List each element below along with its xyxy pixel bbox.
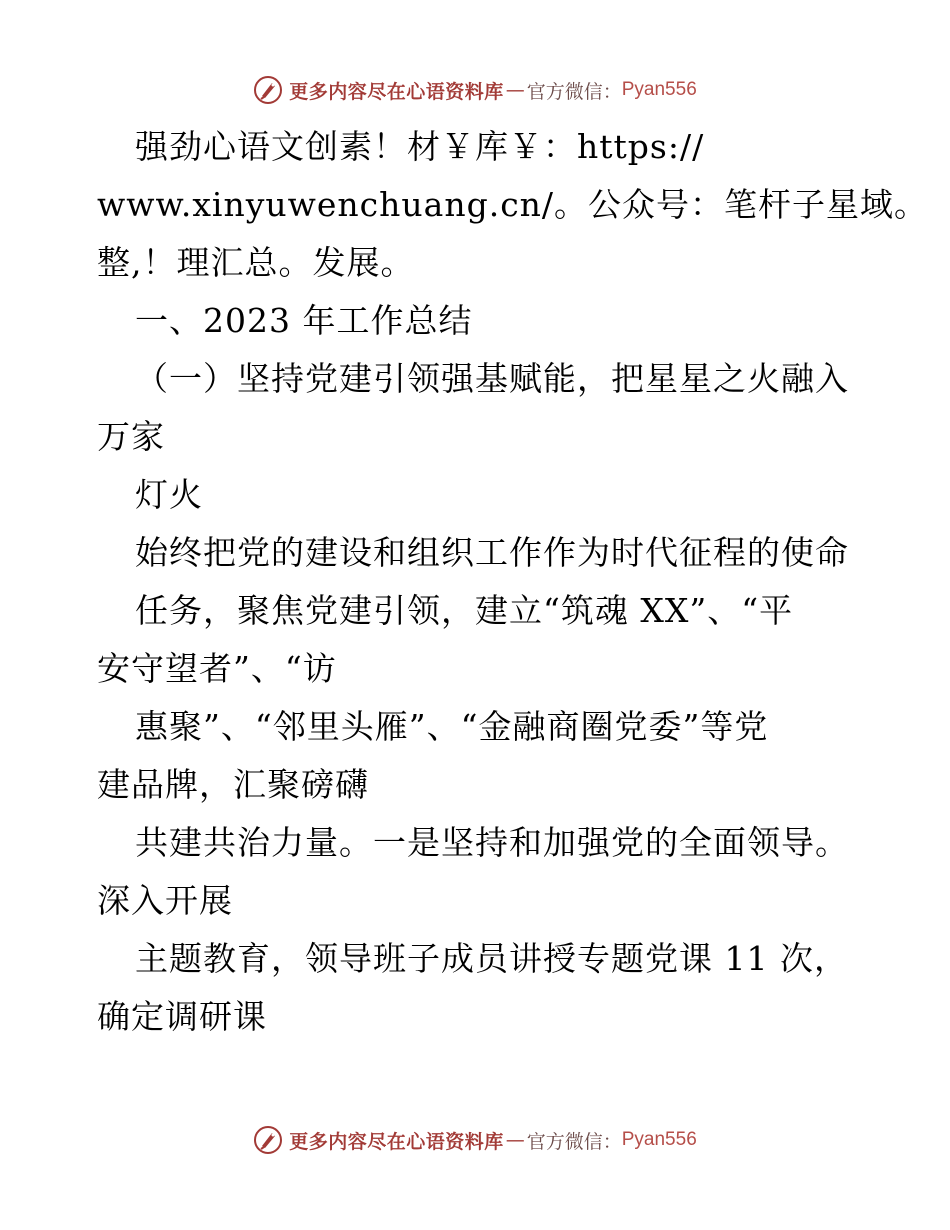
body-line: 灯火	[135, 475, 203, 514]
body-line: 始终把党的建设和组织工作作为时代征程的使命	[135, 533, 849, 572]
banner-dash: —	[505, 79, 525, 101]
banner-title: 更多内容尽在心语资料库	[289, 1130, 504, 1153]
footer-banner	[0, 1120, 950, 1160]
banner-wechat-id: Pyan556	[621, 79, 697, 100]
header-banner	[0, 70, 950, 110]
body-line: 万家	[97, 417, 165, 456]
body-line: 任务，聚焦党建引领，建立“筑魂 XX”、“平	[135, 591, 794, 630]
banner-wechat-label: 官方微信：	[526, 80, 622, 103]
banner-wechat-id: Pyan556	[621, 1129, 697, 1150]
section-heading: 一、2023 年工作总结	[135, 301, 473, 340]
pen-nib-logo-icon	[253, 1125, 283, 1155]
body-line: 确定调研课	[97, 997, 267, 1036]
body-line: 建品牌，汇聚磅礴	[97, 765, 369, 804]
body-line: 共建共治力量。一是坚持和加强党的全面领导。	[135, 823, 849, 862]
pen-nib-logo-icon	[253, 75, 283, 105]
body-line: 安守望者”、“访	[97, 649, 337, 688]
banner-title: 更多内容尽在心语资料库	[289, 80, 504, 103]
body-line: 强劲心语文创素！材￥库￥：https://	[135, 127, 705, 166]
banner-dash: —	[505, 1129, 525, 1151]
body-line: 深入开展	[97, 881, 233, 920]
body-line: www.xinyuwenchuang.cn/。公众号：笔杆子星域。	[97, 185, 929, 224]
body-line: 惠聚”、“邻里头雁”、“金融商圈党委”等党	[135, 707, 769, 746]
body-line: 整,！理汇总。发展。	[97, 243, 415, 282]
subsection-heading: （一）坚持党建引领强基赋能，把星星之火融入	[135, 359, 849, 398]
banner-wechat-label: 官方微信：	[526, 1130, 622, 1153]
document-body	[97, 118, 929, 1046]
body-line: 主题教育，领导班子成员讲授专题党课 11 次，	[135, 939, 848, 978]
